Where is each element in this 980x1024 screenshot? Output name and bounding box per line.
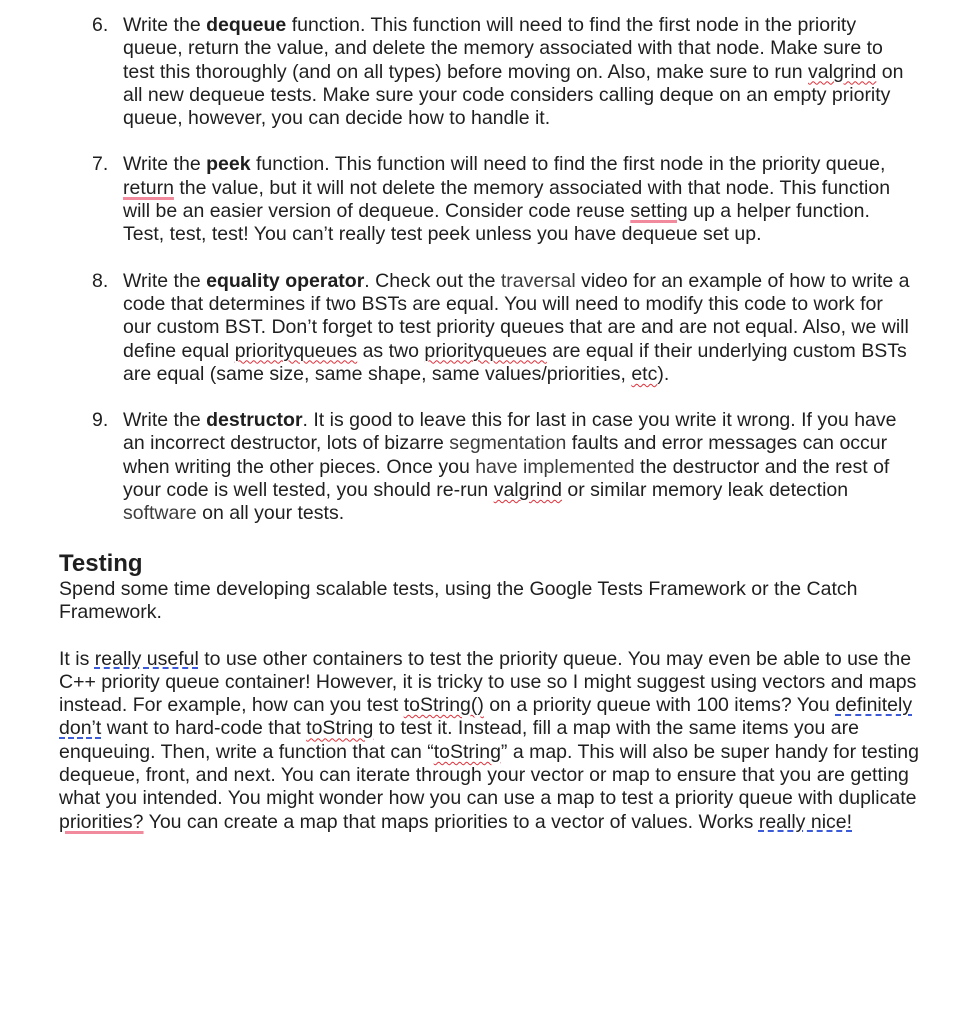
spellcheck-word[interactable]: toString (306, 717, 374, 740)
suggestion-word[interactable]: return (123, 176, 174, 199)
list-text: Write the equality operator. Check out the traversal video for an example of how to write a code that determines if two BSTs are equal. You will need to modify this code to work for our custom BST. Don’t forget to test priority queues that are and are not equal. Also, we will define equal priorityqueues as two priorityqueues are equal if their underlying custom BSTs are equal (same size, same shape, same values/priorities, etc). (123, 269, 910, 385)
light-word: have implemented (475, 455, 635, 478)
testing-body-paragraph: It is really useful to use other containers to test the priority queue. You may even be able to use the C++ priority queue container! However, it is tricky to use so I might suggest using vectors and maps instead. For example, how can you test toString() on a priority queue with 100 items? You definitely don’t want to hard-code that toString to test it. Instead, fill a map with the same items you are enqueuing. Then, write a function that can “toString” a map. This will also be super handy for testing dequeue, front, and next. You can iterate through your vector or map to ensure that you are getting what you intended. You might wonder how you can use a map to test a priority queue with duplicate priorities? You can create a map that maps priorities to a vector of values. Works really nice! (59, 647, 919, 833)
list-item-destructor (92, 409, 912, 525)
light-word: segmentation (449, 432, 567, 455)
spellcheck-word[interactable]: valgrind (493, 479, 562, 502)
instruction-list (92, 14, 912, 549)
list-item-equality-operator (92, 270, 912, 386)
suggestion-word[interactable]: setting (630, 200, 688, 223)
list-item-peek (92, 153, 912, 246)
spellcheck-word[interactable]: toString (433, 740, 501, 763)
spellcheck-word[interactable]: toString() (403, 694, 484, 717)
spellcheck-word[interactable]: priorityqueues (234, 339, 358, 362)
testing-intro-paragraph: Spend some time developing scalable tests, using the Google Tests Framework or the Catch Framework. (59, 578, 858, 624)
list-item-dequeue (92, 14, 912, 130)
list-text: Write the dequeue function. This function will need to find the first node in the priority queue, return the value, and delete the memory associated with that node. Make sure to test this thoroughly (and on all types) before moving on. Also, make sure to run valgrind on all new dequeue tests. Make sure your code considers calling deque on an empty priority queue, however, you can decide how to handle it. (123, 14, 904, 130)
testing-section (59, 550, 929, 834)
bold-term-destructor: destructor (206, 409, 303, 432)
list-text: Write the destructor. It is good to leave this for last in case you write it wrong. If you have an incorrect destructor, lots of bizarre segmentation faults and error messages can occur when writing the other pieces. Once you have implemented the destructor and the rest of your code is well tested, you should re-run valgrind or similar memory leak detection software on all your tests. (123, 409, 897, 525)
light-word: software (123, 502, 197, 525)
list-number: 9. (92, 409, 109, 432)
suggestion-word[interactable]: priorities? (59, 810, 144, 833)
light-word: traversal (500, 269, 576, 292)
section-heading-testing: Testing (59, 550, 143, 577)
list-text: Write the peek function. This function will need to find the first node in the priority queue, return the value, but it will not delete the memory associated with that node. This function will be an easier version of dequeue. Consider code reuse setting up a helper function. Test, test, test! You can’t really test peek unless you have dequeue set up. (123, 153, 891, 246)
bold-term-dequeue: dequeue (206, 14, 287, 36)
grammar-suggestion[interactable]: really useful (94, 647, 199, 670)
spellcheck-word[interactable]: etc (631, 362, 658, 385)
grammar-suggestion[interactable]: definitely don’t (59, 694, 913, 740)
grammar-suggestion[interactable]: really nice! (758, 810, 853, 833)
spellcheck-word[interactable]: valgrind (808, 60, 877, 83)
spellcheck-word[interactable]: priorityqueues (424, 339, 547, 362)
list-number: 7. (92, 153, 109, 176)
list-number: 6. (92, 14, 109, 36)
bold-term-peek: peek (206, 153, 251, 176)
list-number: 8. (92, 269, 109, 292)
bold-term-equality-operator: equality operator (206, 269, 365, 292)
